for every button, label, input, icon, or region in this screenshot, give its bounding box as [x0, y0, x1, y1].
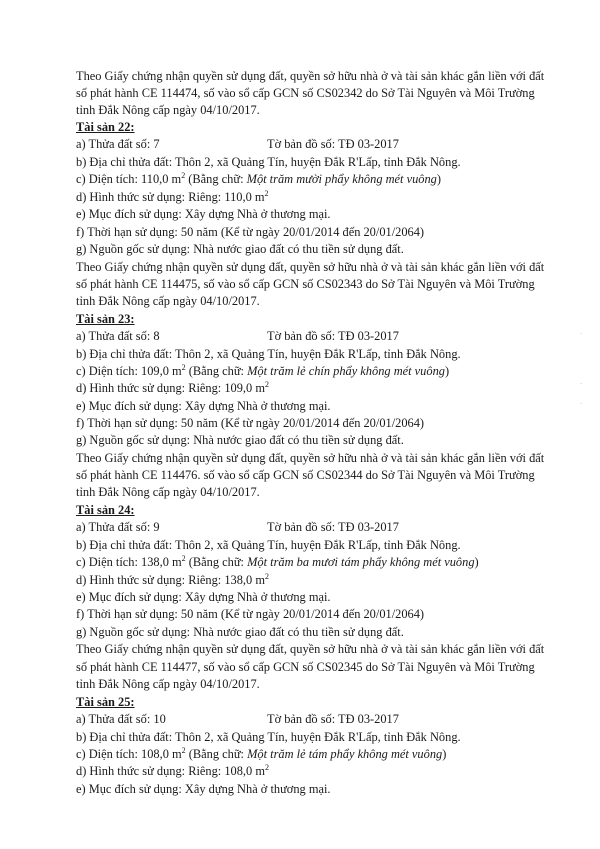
- intro-line: Theo Giấy chứng nhận quyền sử dụng đất, quyền sở hữu nhà ở và tài sản khác gắn liền với đất: [76, 69, 545, 83]
- usage-term: f) Thời hạn sử dụng: 50 năm (Kể từ ngày 20/01/2014 đến 20/01/2064): [76, 416, 425, 430]
- parcel-area: c) Diện tích: 138,0 $m^2$ (Bằng chữ: Một trăm ba mươi tám phẩy không mét vuông): [76, 553, 479, 569]
- scan-noise: ·: [580, 400, 583, 408]
- intro-line: tỉnh Đắk Nông cấp ngày 04/10/2017.: [76, 485, 260, 499]
- intro-line: Theo Giấy chứng nhận quyền sử dụng đất, quyền sở hữu nhà ở và tài sản khác gắn liền với đất: [76, 642, 545, 656]
- parcel-number: a) Thửa đất số: 10: [76, 712, 166, 726]
- parcel-area: c) Diện tích: 108,0 $m^2$ (Bằng chữ: Một trăm lẻ tám phẩy không mét vuông): [76, 745, 447, 761]
- usage-origin: g) Nguồn gốc sử dụng: Nhà nước giao đất có thu tiền sử dụng đất.: [76, 242, 404, 256]
- intro-line: tỉnh Đắk Nông cấp ngày 04/10/2017.: [76, 294, 260, 308]
- map-sheet: Tờ bản đồ số: TĐ 03-2017: [267, 137, 399, 151]
- asset-heading: Tài sản 23:: [76, 312, 135, 326]
- map-sheet: Tờ bản đồ số: TĐ 03-2017: [267, 712, 399, 726]
- asset-heading: Tài sản 25:: [76, 695, 135, 709]
- asset-heading: Tài sản 24:: [76, 503, 135, 517]
- parcel-address: b) Địa chỉ thửa đất: Thôn 2, xã Quảng Tín, huyện Đắk R'Lấp, tỉnh Đắk Nông.: [76, 155, 461, 169]
- parcel-area: c) Diện tích: 109,0 $m^2$ (Bằng chữ: Một trăm lẻ chín phẩy không mét vuông): [76, 362, 450, 378]
- parcel-address: b) Địa chỉ thửa đất: Thôn 2, xã Quảng Tín, huyện Đắk R'Lấp, tỉnh Đắk Nông.: [76, 538, 461, 552]
- usage-origin: g) Nguồn gốc sử dụng: Nhà nước giao đất có thu tiền sử dụng đất.: [76, 625, 404, 639]
- parcel-address: b) Địa chỉ thửa đất: Thôn 2, xã Quảng Tín, huyện Đắk R'Lấp, tỉnh Đắk Nông.: [76, 347, 461, 361]
- usage-purpose: e) Mục đích sử dụng: Xây dựng Nhà ở thương mại.: [76, 590, 331, 604]
- intro-line: tỉnh Đắk Nông cấp ngày 04/10/2017.: [76, 677, 260, 691]
- usage-form: d) Hình thức sử dụng: Riêng: 108,0 $m^2$: [76, 762, 269, 778]
- usage-purpose: e) Mục đích sử dụng: Xây dựng Nhà ở thương mại.: [76, 399, 331, 413]
- intro-line: Theo Giấy chứng nhận quyền sử dụng đất, quyền sở hữu nhà ở và tài sản khác gắn liền với đất: [76, 260, 545, 274]
- intro-line: Theo Giấy chứng nhận quyền sử dụng đất, quyền sở hữu nhà ở và tài sản khác gắn liền với đất: [76, 451, 545, 465]
- intro-line: số phát hành CE 114477, số vào sổ cấp GCN số CS02345 do Sở Tài Nguyên và Môi Trường: [76, 660, 535, 674]
- intro-line: số phát hành CE 114475, số vào sổ cấp GCN số CS02343 do Sở Tài Nguyên và Môi Trường: [76, 277, 535, 291]
- usage-form: d) Hình thức sử dụng: Riêng: 109,0 $m^2$: [76, 379, 269, 395]
- intro-line: tỉnh Đắk Nông cấp ngày 04/10/2017.: [76, 103, 260, 117]
- usage-form: d) Hình thức sử dụng: Riêng: 138,0 $m^2$: [76, 571, 269, 587]
- usage-term: f) Thời hạn sử dụng: 50 năm (Kể từ ngày 20/01/2014 đến 20/01/2064): [76, 225, 425, 239]
- parcel-number: a) Thửa đất số: 8: [76, 329, 160, 343]
- asset-heading: Tài sản 22:: [76, 120, 135, 134]
- parcel-number: a) Thửa đất số: 9: [76, 520, 160, 534]
- intro-line: số phát hành CE 114476. số vào sổ cấp GCN số CS02344 do Sở Tài Nguyên và Môi Trường: [76, 468, 535, 482]
- scan-noise: ·: [580, 330, 583, 338]
- map-sheet: Tờ bản đồ số: TĐ 03-2017: [267, 329, 399, 343]
- usage-term: f) Thời hạn sử dụng: 50 năm (Kể từ ngày 20/01/2014 đến 20/01/2064): [76, 607, 425, 621]
- parcel-area: c) Diện tích: 110,0 $m^2$ (Bằng chữ: Một trăm mười phẩy không mét vuông): [76, 170, 442, 186]
- parcel-address: b) Địa chỉ thửa đất: Thôn 2, xã Quảng Tín, huyện Đắk R'Lấp, tỉnh Đắk Nông.: [76, 730, 461, 744]
- usage-form: d) Hình thức sử dụng: Riêng: 110,0 $m^2$: [76, 188, 269, 204]
- usage-purpose: e) Mục đích sử dụng: Xây dựng Nhà ở thương mại.: [76, 782, 331, 796]
- intro-line: số phát hành CE 114474, số vào sổ cấp GCN số CS02342 do Sở Tài Nguyên và Môi Trường: [76, 86, 535, 100]
- parcel-number: a) Thửa đất số: 7: [76, 137, 160, 151]
- scan-noise: ·: [580, 380, 583, 388]
- usage-purpose: e) Mục đích sử dụng: Xây dựng Nhà ở thương mại.: [76, 207, 331, 221]
- usage-origin: g) Nguồn gốc sử dụng: Nhà nước giao đất có thu tiền sử dụng đất.: [76, 433, 404, 447]
- map-sheet: Tờ bản đồ số: TĐ 03-2017: [267, 520, 399, 534]
